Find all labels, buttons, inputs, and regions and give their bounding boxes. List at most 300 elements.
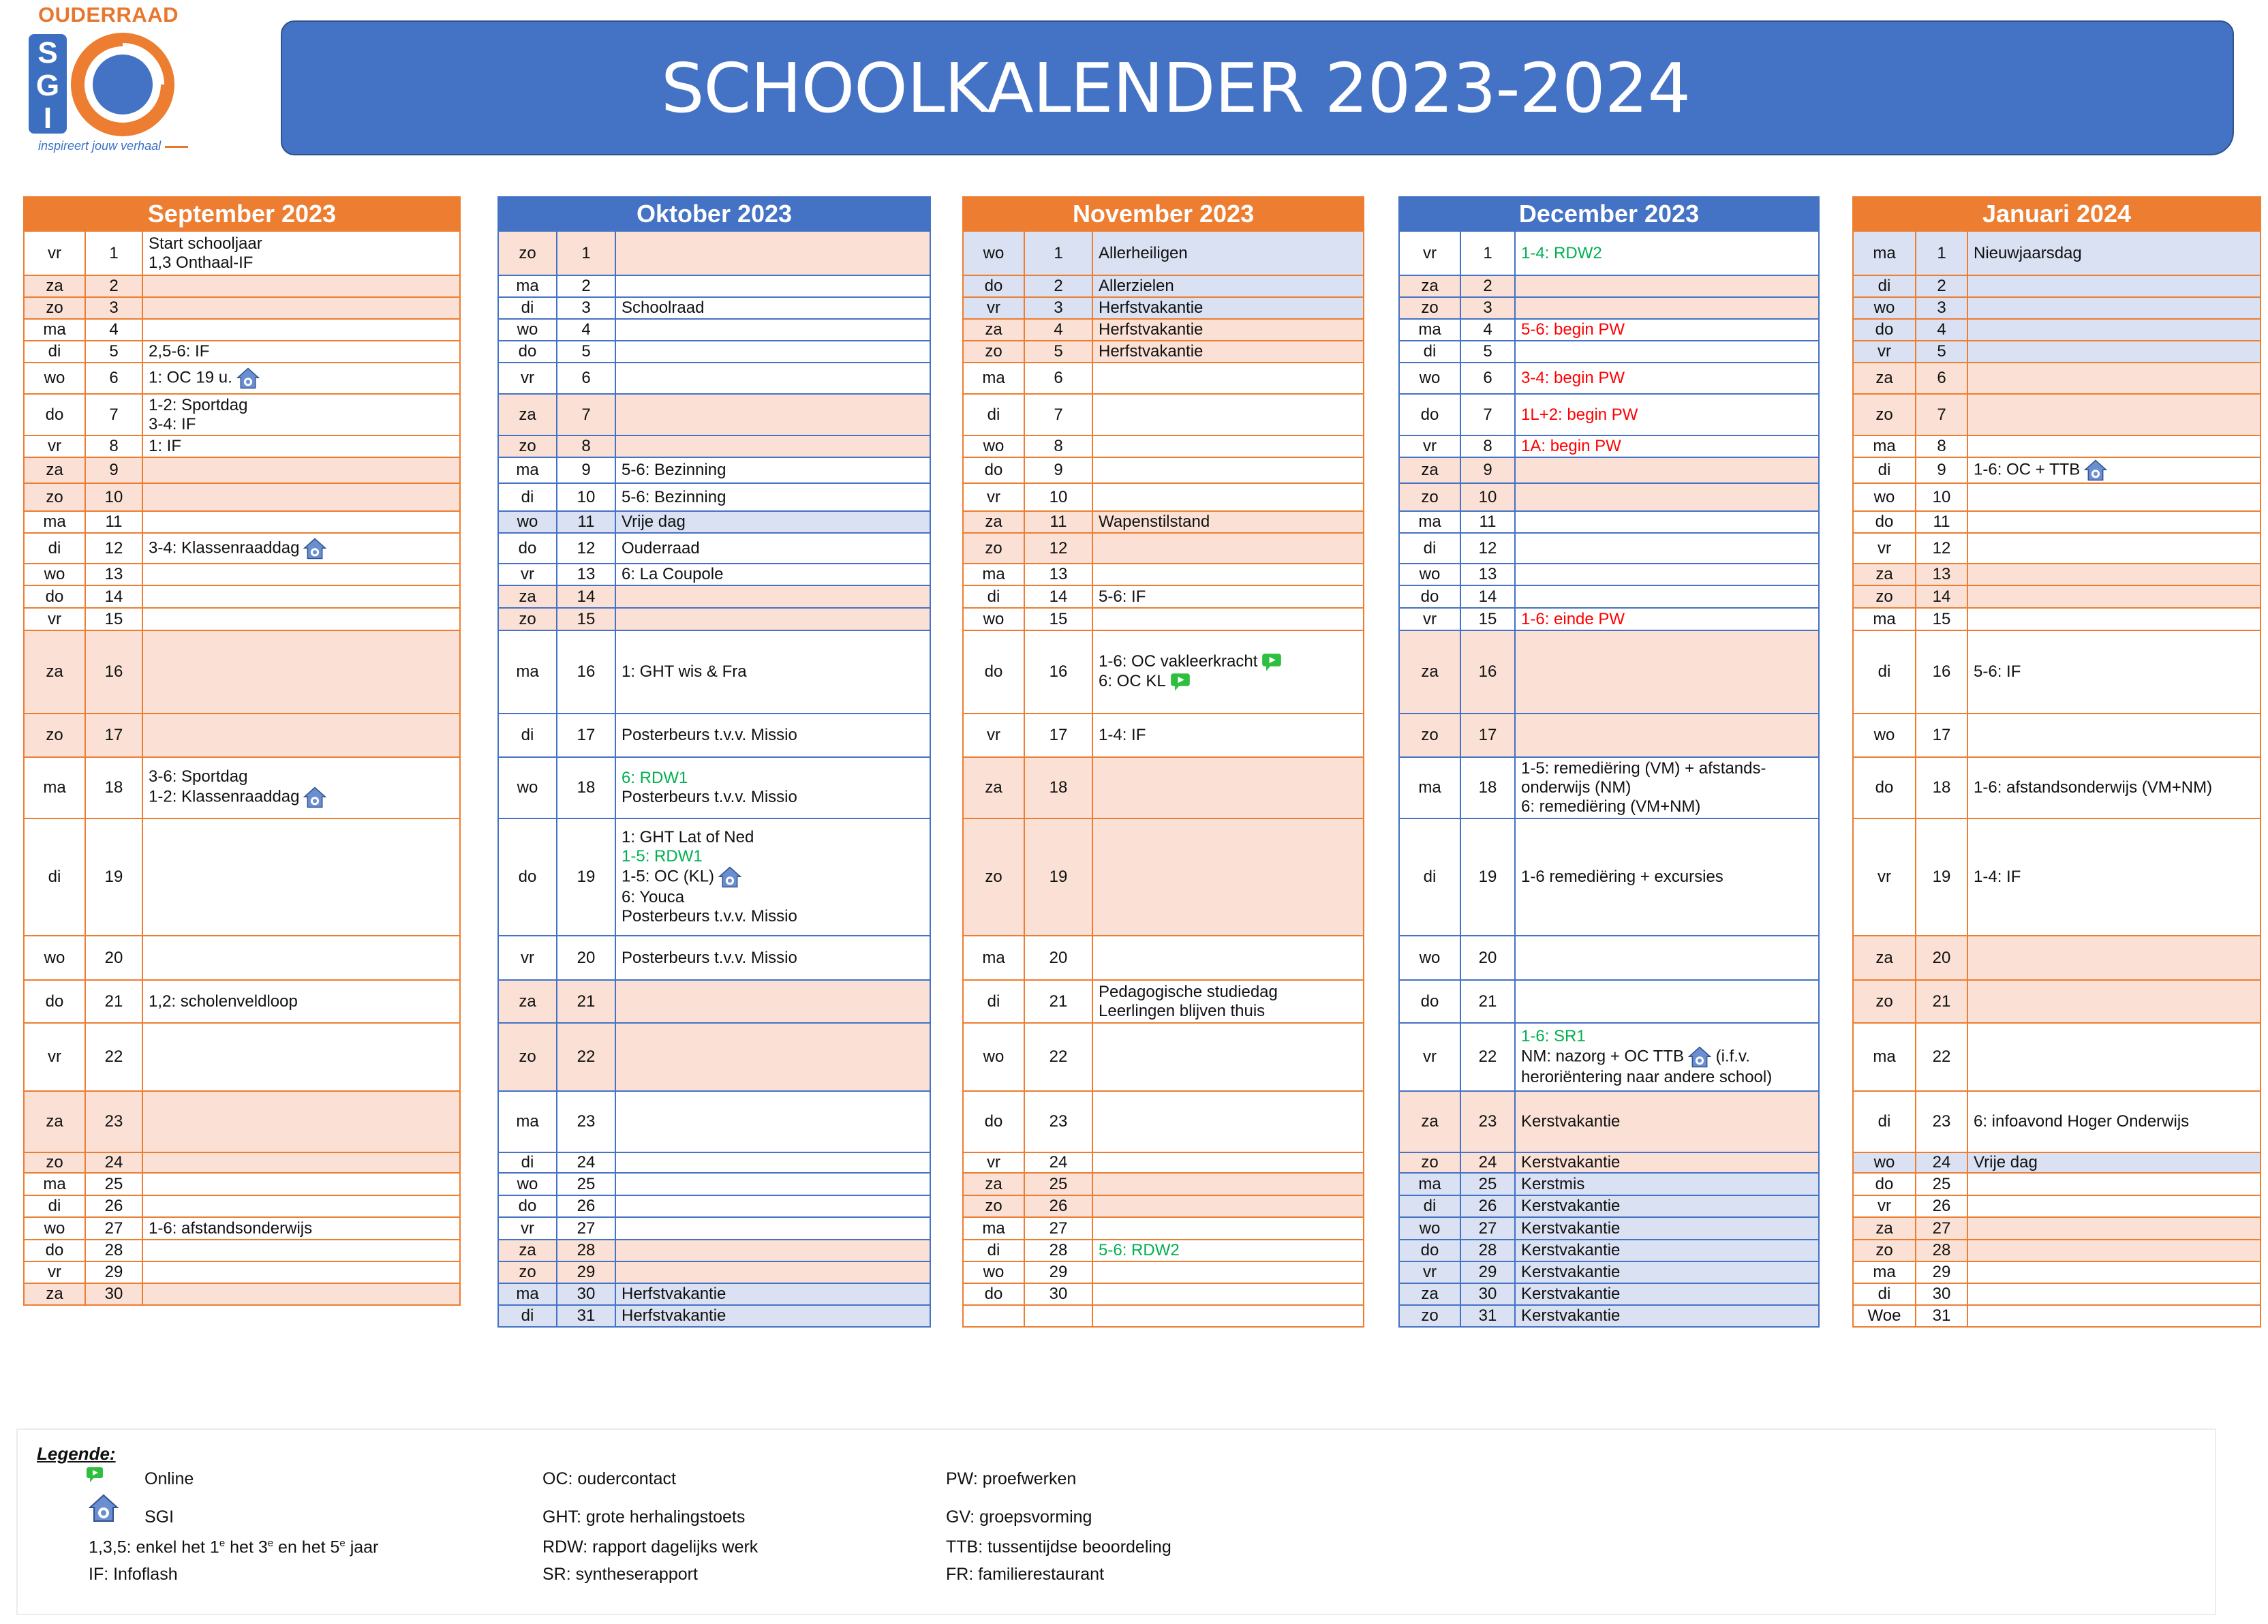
weekday-cell: di (24, 533, 85, 564)
legend-years-num: 1 (89, 1537, 98, 1557)
weekday-cell: vr (963, 297, 1024, 319)
day-row (1853, 319, 2261, 341)
event-cell (615, 564, 930, 585)
event-cell (615, 1240, 930, 1261)
event-cell (142, 297, 460, 319)
day-number-cell: 9 (85, 457, 142, 483)
weekday-cell: vr (1399, 435, 1460, 457)
event-cell (1967, 1091, 2261, 1152)
day-number-cell: 24 (557, 1152, 615, 1173)
weekday-cell: di (498, 297, 557, 319)
day-row (1853, 936, 2261, 980)
event-cell (1967, 1152, 2261, 1173)
day-number-cell: 28 (1460, 1240, 1515, 1261)
day-row (1853, 1283, 2261, 1305)
day-row (498, 1240, 930, 1261)
day-row (963, 818, 1364, 936)
day-number-cell: 7 (1024, 394, 1092, 435)
day-row (1399, 1173, 1819, 1195)
event-cell (142, 1240, 460, 1261)
weekday-cell: zo (24, 1152, 85, 1173)
day-row (24, 980, 460, 1023)
day-row (1853, 1023, 2261, 1091)
event-cell (1092, 1023, 1364, 1091)
event-cell (615, 980, 930, 1023)
logo-letter-g: G (35, 69, 60, 102)
day-row (498, 1305, 930, 1327)
event-line (1521, 1241, 1813, 1260)
day-row (24, 297, 460, 319)
event-text: Posterbeurs t.v.v. Missio (622, 907, 797, 925)
weekday-cell: do (963, 275, 1024, 297)
day-number-cell: 15 (1024, 608, 1092, 630)
day-row (1399, 714, 1819, 757)
day-row (1399, 457, 1819, 483)
event-cell (142, 231, 460, 275)
event-cell (1967, 1240, 2261, 1261)
day-row (1853, 231, 2261, 275)
event-cell (142, 511, 460, 533)
day-number-cell: 27 (1916, 1217, 1967, 1240)
day-row (1853, 394, 2261, 435)
event-cell (1515, 319, 1819, 341)
day-number-cell: 2 (557, 275, 615, 297)
legend-sgi-icon-holder (89, 1494, 119, 1527)
day-number-cell: 18 (557, 757, 615, 818)
weekday-cell: wo (498, 1173, 557, 1195)
day-row (963, 630, 1364, 714)
weekday-cell: wo (963, 435, 1024, 457)
weekday-cell: wo (498, 757, 557, 818)
event-cell (142, 1023, 460, 1091)
day-number-cell: 18 (85, 757, 142, 818)
weekday-cell: za (498, 585, 557, 608)
event-line (149, 1219, 454, 1238)
day-number-cell: 29 (1024, 1261, 1092, 1283)
weekday-cell: wo (1399, 564, 1460, 585)
day-row (963, 714, 1364, 757)
weekday-cell: do (1399, 394, 1460, 435)
weekday-cell: ma (24, 511, 85, 533)
event-cell (615, 1283, 930, 1305)
day-number-cell: 28 (1916, 1240, 1967, 1261)
day-row (498, 1152, 930, 1173)
day-number-cell: 5 (557, 341, 615, 363)
weekday-cell: vr (1399, 608, 1460, 630)
weekday-cell: di (963, 394, 1024, 435)
legend-sup: e (339, 1537, 346, 1549)
event-text: 6: La Coupole (622, 565, 724, 583)
event-line (622, 461, 924, 480)
event-text: 1-2: Sportdag (149, 395, 248, 414)
event-cell (1092, 714, 1364, 757)
event-text: 1-5: OC (KL) (622, 867, 715, 886)
weekday-cell: za (963, 1173, 1024, 1195)
event-cell (1515, 511, 1819, 533)
event-text-after: (i.f.v. (1715, 1047, 1750, 1066)
event-text: 1-6: einde PW (1521, 609, 1625, 628)
event-cell (142, 1173, 460, 1195)
event-line (622, 565, 924, 584)
event-text: 6: Youca (622, 888, 685, 906)
event-cell (1092, 1173, 1364, 1195)
event-text: 1: GHT Lat of Ned (622, 828, 754, 846)
event-cell (1967, 564, 2261, 585)
event-cell (1967, 511, 2261, 533)
day-row (498, 341, 930, 363)
event-cell (142, 341, 460, 363)
weekday-cell: zo (498, 608, 557, 630)
event-cell (615, 457, 930, 483)
event-cell (1515, 1091, 1819, 1152)
event-cell (142, 435, 460, 457)
event-line (1974, 868, 2254, 887)
event-text: Nieuwjaarsdag (1974, 243, 2082, 262)
legend-oc: OC: oudercontact (542, 1469, 676, 1488)
day-number-cell: 3 (1916, 297, 1967, 319)
event-line (1099, 298, 1358, 318)
event-cell (142, 757, 460, 818)
day-number-cell: 20 (557, 936, 615, 980)
day-row (1399, 435, 1819, 457)
day-row (24, 630, 460, 714)
legend-title: Legende: (37, 1443, 116, 1464)
event-cell (142, 714, 460, 757)
event-cell (1967, 275, 2261, 297)
event-cell (615, 231, 930, 275)
event-cell (615, 511, 930, 533)
weekday-cell: vr (1853, 818, 1916, 936)
event-cell (1515, 1217, 1819, 1240)
event-text: Vrije dag (622, 512, 686, 531)
event-line (149, 254, 454, 273)
event-line (622, 726, 924, 745)
day-row (1853, 585, 2261, 608)
day-number-cell: 17 (1460, 714, 1515, 757)
event-cell (142, 608, 460, 630)
event-text: Kerstvakantie (1521, 1197, 1621, 1215)
legend-years-text: : enkel het 1 (126, 1537, 219, 1557)
event-line (1521, 1175, 1813, 1194)
weekday-cell: za (24, 275, 85, 297)
event-text: Kerstmis (1521, 1174, 1585, 1193)
event-text: 1: IF (149, 437, 182, 455)
day-row (963, 564, 1364, 585)
weekday-cell: zo (1853, 980, 1916, 1023)
event-cell (1967, 1173, 2261, 1195)
day-number-cell: 28 (85, 1240, 142, 1261)
weekday-cell: ma (1853, 231, 1916, 275)
day-row (24, 275, 460, 297)
event-line (622, 828, 924, 847)
event-cell (1092, 319, 1364, 341)
day-row (963, 363, 1364, 394)
day-row (963, 394, 1364, 435)
event-text: Allerzielen (1099, 277, 1174, 295)
day-row (963, 275, 1364, 297)
day-row (1399, 1023, 1819, 1091)
event-text: 1L+2: begin PW (1521, 405, 1638, 424)
legend-sup: e (219, 1537, 226, 1549)
month-calendar (23, 196, 461, 1306)
day-number-cell: 17 (1024, 714, 1092, 757)
day-number-cell: 27 (85, 1217, 142, 1240)
weekday-cell: ma (1399, 319, 1460, 341)
day-row (1853, 483, 2261, 511)
event-line (1099, 983, 1358, 1002)
day-number-cell: 15 (85, 608, 142, 630)
day-number-cell: 23 (85, 1091, 142, 1152)
weekday-cell: di (498, 714, 557, 757)
weekday-cell: vr (498, 564, 557, 585)
weekday-cell: di (498, 483, 557, 511)
weekday-cell: ma (498, 275, 557, 297)
weekday-cell: di (1399, 341, 1460, 363)
weekday-cell: di (24, 818, 85, 936)
weekday-cell: wo (498, 319, 557, 341)
day-number-cell: 2 (1460, 275, 1515, 297)
event-cell (1967, 1261, 2261, 1283)
event-line (1974, 1153, 2254, 1172)
day-number-cell: 14 (85, 585, 142, 608)
event-cell (1515, 394, 1819, 435)
weekday-cell: zo (1853, 1240, 1916, 1261)
event-line (1521, 369, 1813, 388)
weekday-cell: vr (24, 435, 85, 457)
weekday-cell: ma (1853, 435, 1916, 457)
event-cell (1967, 394, 2261, 435)
day-row (498, 363, 930, 394)
event-text: 1-6: afstandsonderwijs (149, 1219, 313, 1238)
event-cell (1967, 818, 2261, 936)
online-icon (1261, 653, 1282, 672)
event-line (622, 949, 924, 968)
day-number-cell: 14 (1916, 585, 1967, 608)
event-cell (615, 1305, 930, 1327)
weekday-cell: ma (1853, 608, 1916, 630)
event-cell (1092, 630, 1364, 714)
day-number-cell: 22 (557, 1023, 615, 1091)
day-row (1399, 483, 1819, 511)
event-line (149, 786, 454, 808)
weekday-cell: za (498, 394, 557, 435)
day-number-cell: 12 (85, 533, 142, 564)
day-number-cell: 21 (85, 980, 142, 1023)
day-number-cell: 7 (1916, 394, 1967, 435)
day-number-cell: 25 (85, 1173, 142, 1195)
day-row (1853, 1240, 2261, 1261)
event-line (622, 847, 924, 866)
weekday-cell: ma (498, 1283, 557, 1305)
day-row (963, 341, 1364, 363)
weekday-cell: do (498, 818, 557, 936)
day-number-cell: 1 (557, 231, 615, 275)
event-cell (1092, 585, 1364, 608)
event-cell (1515, 341, 1819, 363)
event-line (1099, 672, 1358, 692)
event-line (1521, 1027, 1813, 1046)
event-cell (1515, 483, 1819, 511)
day-row (24, 1091, 460, 1152)
legend-rdw: RDW: rapport dagelijks werk (542, 1537, 758, 1557)
day-number-cell: 2 (1024, 275, 1092, 297)
day-number-cell: 23 (1460, 1091, 1515, 1152)
event-text: 3-4: begin PW (1521, 369, 1625, 387)
day-row (1853, 533, 2261, 564)
event-cell (1515, 231, 1819, 275)
day-number-cell: 19 (1024, 818, 1092, 936)
day-row (963, 1217, 1364, 1240)
event-cell (142, 564, 460, 585)
day-row (1399, 231, 1819, 275)
event-cell (1515, 1261, 1819, 1283)
legend-sr: SR: syntheserapport (542, 1565, 698, 1584)
day-number-cell: 1 (1916, 231, 1967, 275)
weekday-cell: di (1853, 630, 1916, 714)
event-cell (1092, 1152, 1364, 1173)
weekday-cell: za (963, 511, 1024, 533)
event-text: Schoolraad (622, 298, 705, 317)
day-number-cell: 17 (1916, 714, 1967, 757)
event-line (1099, 726, 1358, 745)
event-cell (615, 1023, 930, 1091)
day-number-cell: 14 (1460, 585, 1515, 608)
event-line (1974, 662, 2254, 681)
day-number-cell: 29 (557, 1261, 615, 1283)
day-number-cell: 9 (1916, 457, 1967, 483)
event-cell (615, 1195, 930, 1217)
weekday-cell: ma (1853, 1023, 1916, 1091)
day-number-cell: 22 (85, 1023, 142, 1091)
event-line (1521, 868, 1813, 887)
day-number-cell: 20 (85, 936, 142, 980)
day-number-cell: 12 (557, 533, 615, 564)
day-number-cell: 28 (1024, 1240, 1092, 1261)
event-cell (1092, 363, 1364, 394)
weekday-cell: wo (498, 511, 557, 533)
weekday-cell: wo (24, 936, 85, 980)
event-cell (615, 1091, 930, 1152)
event-line (1974, 244, 2254, 263)
weekday-cell: zo (1853, 585, 1916, 608)
day-row (24, 1195, 460, 1217)
event-line (1521, 797, 1813, 816)
legend-online-icon-holder (86, 1467, 104, 1488)
day-number-cell: 25 (1024, 1173, 1092, 1195)
weekday-cell: zo (1399, 483, 1460, 511)
day-number-cell: 20 (1460, 936, 1515, 980)
weekday-cell: di (1399, 818, 1460, 936)
weekday-cell: ma (1853, 1261, 1916, 1283)
weekday-cell: vr (24, 608, 85, 630)
day-row (24, 319, 460, 341)
day-row (498, 275, 930, 297)
day-row (1853, 608, 2261, 630)
day-number-cell: 11 (557, 511, 615, 533)
weekday-cell: vr (1853, 341, 1916, 363)
event-text: NM: nazorg + OC TTB (1521, 1047, 1684, 1066)
event-cell (142, 1152, 460, 1173)
event-line (149, 767, 454, 786)
weekday-cell: wo (24, 564, 85, 585)
day-row (24, 231, 460, 275)
day-row (1399, 1091, 1819, 1152)
day-row (1399, 511, 1819, 533)
weekday-cell: vr (1399, 1023, 1460, 1091)
weekday-cell: zo (498, 1261, 557, 1283)
event-line (149, 437, 454, 456)
day-row (1853, 1261, 2261, 1283)
title-banner (281, 20, 2234, 155)
event-cell (1515, 297, 1819, 319)
event-cell (615, 297, 930, 319)
weekday-cell: do (24, 980, 85, 1023)
day-number-cell: 31 (1460, 1305, 1515, 1327)
event-cell (1967, 1283, 2261, 1305)
event-cell (1967, 1217, 2261, 1240)
event-line (1521, 610, 1813, 629)
day-row (963, 757, 1364, 818)
day-row (1399, 319, 1819, 341)
day-number-cell: 15 (557, 608, 615, 630)
legend-pw: PW: proefwerken (946, 1469, 1077, 1488)
weekday-cell: za (498, 980, 557, 1023)
weekday-cell: wo (1853, 714, 1916, 757)
day-row (498, 818, 930, 936)
weekday-cell: di (1399, 533, 1460, 564)
day-number-cell: 3 (557, 297, 615, 319)
event-cell (1092, 980, 1364, 1023)
day-number-cell: 17 (85, 714, 142, 757)
event-cell (1092, 483, 1364, 511)
day-number-cell: 10 (85, 483, 142, 511)
weekday-cell: za (963, 757, 1024, 818)
day-row (1399, 1240, 1819, 1261)
event-cell (142, 818, 460, 936)
event-line (1521, 1263, 1813, 1282)
event-cell (142, 1195, 460, 1217)
event-line (1521, 437, 1813, 456)
event-cell (142, 1091, 460, 1152)
event-text: 1-4: IF (1974, 868, 2021, 886)
sgi-logo-mark-icon (27, 29, 184, 138)
event-cell (142, 980, 460, 1023)
day-row (1399, 1217, 1819, 1240)
weekday-cell: zo (498, 435, 557, 457)
weekday-cell: wo (1853, 297, 1916, 319)
day-number-cell: 31 (1916, 1305, 1967, 1327)
day-row (498, 980, 930, 1023)
day-number-cell: 9 (557, 457, 615, 483)
day-number-cell: 26 (557, 1195, 615, 1217)
event-text: 5-6: begin PW (1521, 320, 1625, 339)
event-text: 6: remediëring (VM+NM) (1521, 797, 1701, 816)
event-cell (1967, 341, 2261, 363)
event-cell (142, 936, 460, 980)
weekday-cell: za (24, 630, 85, 714)
day-number-cell: 6 (85, 363, 142, 394)
event-cell (1515, 757, 1819, 818)
event-line (622, 1306, 924, 1326)
day-row (963, 1152, 1364, 1173)
day-number-cell: 4 (1024, 319, 1092, 341)
event-line (1974, 1112, 2254, 1131)
event-line (1521, 1153, 1813, 1172)
legend-years-text: jaar (345, 1537, 379, 1557)
event-cell (142, 483, 460, 511)
legend-sgi: SGI (144, 1507, 174, 1527)
day-number-cell: 19 (1460, 818, 1515, 936)
